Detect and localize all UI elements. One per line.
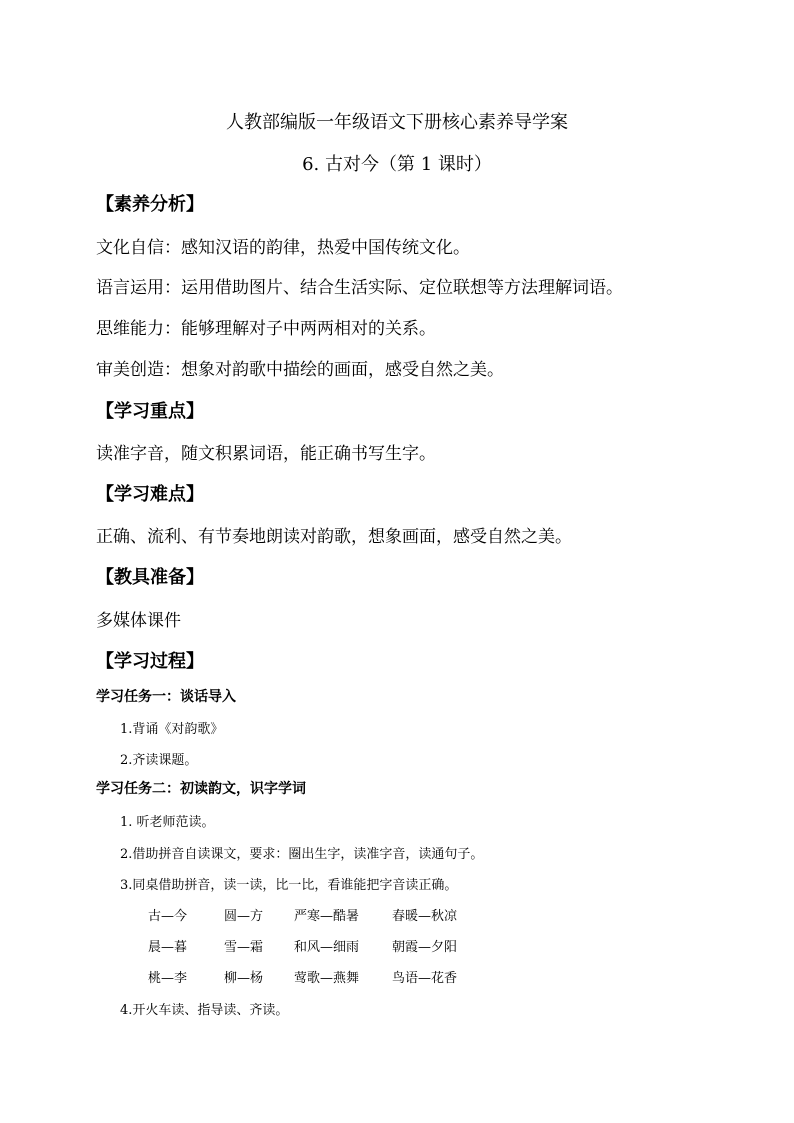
materials-text: 多媒体课件 — [96, 611, 181, 631]
word-pair: 严寒—酷暑 — [294, 909, 360, 924]
word-pair: 朝霞—夕阳 — [392, 940, 458, 955]
word-pair: 莺歌—燕舞 — [294, 971, 360, 986]
word-pair-row — [148, 905, 488, 924]
difficulties-text: 正确、流利、有节奏地朗读对韵歌，想象画面，感受自然之美。 — [96, 527, 572, 547]
section-heading-materials: 【教具准备】 — [96, 567, 204, 588]
word-pair: 圆—方 — [224, 909, 264, 924]
word-pair: 鸟语—花香 — [392, 971, 458, 986]
task2-item-3: 3.同桌借助拼音，读一读，比一比，看谁能把字音读正确。 — [120, 878, 458, 893]
section-heading-key-points: 【学习重点】 — [96, 401, 204, 422]
task1-title: 学习任务一：谈话导入 — [96, 689, 236, 705]
literacy-line-culture: 文化自信：感知汉语的韵律，热爱中国传统文化。 — [96, 238, 470, 258]
task1-item-2: 2.齐读课题。 — [120, 753, 198, 768]
section-heading-difficulties: 【学习难点】 — [96, 484, 204, 505]
task2-item-2: 2.借助拼音自读课文，要求：圈出生字，读准字音，读通句子。 — [120, 847, 484, 862]
word-pair: 春暖—秋凉 — [392, 909, 458, 924]
task2-item-4: 4.开火车读、指导读、齐读。 — [120, 1003, 289, 1018]
section-heading-literacy: 【素养分析】 — [96, 194, 204, 215]
task2-item-1: 1. 听老师范读。 — [120, 815, 215, 830]
document-title: 人教部编版一年级语文下册核心素养导学案 — [226, 112, 568, 133]
task2-title: 学习任务二：初读韵文，识字学词 — [96, 781, 306, 797]
literacy-line-aesthetic: 审美创造：想象对韵歌中描绘的画面，感受自然之美。 — [96, 360, 504, 380]
word-pair: 和风—细雨 — [294, 940, 360, 955]
word-pair: 晨—暮 — [148, 940, 188, 955]
word-pair-row — [148, 936, 488, 955]
word-pair: 古—今 — [148, 909, 188, 924]
section-heading-process: 【学习过程】 — [96, 651, 204, 672]
literacy-line-thinking: 思维能力：能够理解对子中两两相对的关系。 — [96, 319, 436, 339]
key-points-text: 读准字音，随文积累词语，能正确书写生字。 — [96, 444, 436, 464]
word-pair: 柳—杨 — [224, 971, 264, 986]
lesson-title: 6. 古对今（第 1 课时） — [302, 154, 492, 175]
word-pair-row — [148, 967, 488, 986]
word-pair: 雪—霜 — [224, 940, 264, 955]
task1-item-1: 1.背诵《对韵歌》 — [120, 722, 224, 737]
word-pair: 桃—李 — [148, 971, 188, 986]
literacy-line-language: 语言运用：运用借助图片、结合生活实际、定位联想等方法理解词语。 — [96, 278, 623, 298]
